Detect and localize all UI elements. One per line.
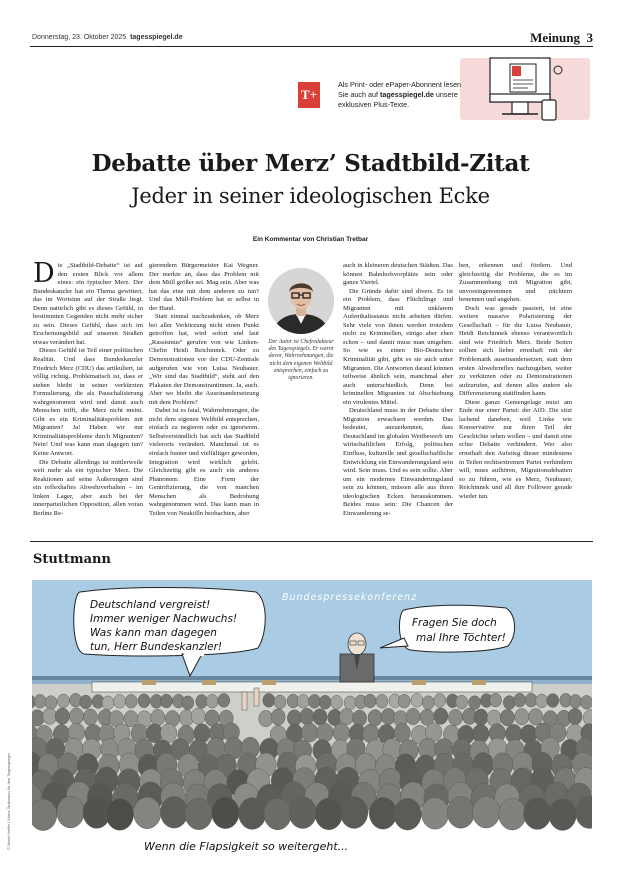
bubble-right-line-2: mal Ihre Töchter! [416,632,506,644]
bubble-left-line-2: Immer weniger Nachwuchs! [90,613,238,625]
crowd-head [411,693,423,707]
crowd-head [319,695,331,709]
crowd-head [206,694,218,708]
crowd-head [106,799,133,831]
crowd-head [536,694,548,708]
crowd-head [398,694,410,708]
crowd-head [525,693,537,707]
bubble-left-line-3: Was kann man dagegen [90,627,217,639]
crowd-head [45,696,57,710]
promo-text: Als Print- oder ePaper-Abonnent lesen Sie auch auf tagesspiegel.de unsere exklusiven Plus-Texte. [338,80,462,109]
crowd-head [124,711,138,727]
cartoon-caption: Wenn die Flapsigkeit so weitergeht... [144,840,349,853]
crowd-head [448,709,462,725]
crowd-head [469,696,481,710]
crowd-head [514,693,526,707]
crowd-head [271,709,285,725]
crowd-head [102,696,114,710]
crowd-head [394,724,410,743]
section-title: Meinung 3 [530,30,593,45]
crowd-head [239,798,266,830]
cartoon-divider [30,541,593,542]
crowd-head [333,723,349,742]
crowd-head [315,798,342,830]
author-portrait [268,268,334,334]
tplus-logo: T+ [298,82,320,108]
cartoon-credit: © Mario Hoffer / Klaus Stuttmann für den Tagesspiegel [6,753,11,850]
crowd-head [581,695,592,709]
crowd-head [364,694,376,708]
crowd-head [339,708,353,724]
cartoon-illustration [32,580,592,864]
crowd-head [421,798,448,830]
crowd-head [289,797,316,829]
crowd-head [422,696,434,710]
raised-hand [254,688,259,706]
crowd-head [503,696,515,710]
crowd-head [473,796,500,828]
crowd-head [313,709,327,725]
crowd-head [434,694,446,708]
author-caption: Der Autor ist Chefredakteur des Tagesspiegels. Er warnt davor, Wahrnehmungen, die nicht dem eigenen Weltbild entsprechen, einfach zu ignorieren. [268,339,334,382]
crowd-head [191,708,205,724]
crowd-head [43,708,57,724]
author-photo-icon [268,268,334,334]
crowd-head [474,709,488,725]
crowd-head [406,708,420,724]
crowd-head [394,798,421,830]
crowd-head [274,695,286,709]
crowd-head [515,709,529,725]
crowd-head [83,709,97,725]
article-title: Debatte über Merz’ Stadtbild-Zitat [91,150,530,177]
article-subtitle: Jeder in seiner ideologischen Ecke [131,184,490,208]
crowd-head [499,798,526,830]
crowd-head [529,709,543,725]
crowd-head [212,797,239,829]
crowd-head [218,694,230,708]
article-byline: Ein Kommentar von Christian Tretbar [252,236,369,243]
promo-link[interactable]: tagesspiegel.de [379,90,434,99]
crowd-head [500,709,514,725]
crowd-head [317,723,333,742]
crowd-head [57,796,84,828]
crowd-head [524,798,551,830]
crowd-head [308,694,320,708]
crowd-head [549,799,576,831]
cartoon-section-title: Stuttmann [33,552,111,567]
site-name: tagesspiegel.de [130,34,183,41]
crowd-head [287,710,301,726]
crowd-head [196,695,208,709]
crowd-head [57,694,69,708]
desktop-illustration-icon [482,54,574,126]
crowd-head [302,723,318,742]
crowd-head [434,708,448,724]
crowd-head [490,693,502,707]
drop-cap: D [33,258,55,289]
crowd-head [344,696,356,710]
crowd-head [368,710,382,726]
article-column-3: auch in kleineren deutschen Städten. Das können Bahnhofsvorplätze sein oder ganze Viertel. Die Gründe dafür sind divers. Es ist ein Problem, dass Flüchtlinge und Migranten mit unklarem Aufenthaltsstatus nicht arbeiten dürfen. Sehr viele von ihnen werden trotzdem nicht zu Kriminellen, einige aber eben schon – und damit muss man umgehen. So wie es einen Bio-Deutschen Kriminalität gibt, gibt es sie auch unter Migranten. Die Antworten darauf können teilweise ähnlich sein, manchmal aber auch unterschiedlich. Denn bei kriminellen Migranten ist Abschiebung ein virulentes Mittel. Deutschland muss in der Debatte über Migration erwachsen werden. Das bedeutet, anzuerkennen, dass Deutschland im globalen Wettbewerb um wirtschaftlichen Erfolg, politischen Einfluss, kulturelle und gesellschaftliche Entwicklung ein Einwanderungsland sein wird. Sein muss. Und es sein sollte. Aber um ein modernes Einwanderungsland sein zu können, müssen alle aus ihren ideologischen Ecken herauskommen. Beides muss sein: Die Chancen der Einwanderung se- [343,262,453,517]
crowd-head [447,797,474,829]
page-number: 3 [586,30,593,45]
crowd-head [381,708,395,724]
crowd-head [80,695,92,709]
crowd-head [69,708,83,724]
crowd-head [32,799,57,831]
issue-date: Donnerstag, 23. Oktober 2025 tagesspiegel.de [32,34,183,41]
crowd-head [568,708,582,724]
crowd-head [185,798,212,830]
crowd-head [114,694,126,708]
crowd-head [264,798,291,830]
crowd-head [134,797,161,829]
header-divider [30,46,593,47]
crowd-head [547,694,559,708]
article-column-2: gierendem Bürgermeister Kai Wegner. Der merkte an, dass das Problem mit dem Müll größer sei. Mag sein. Aber was hat das eine mit dem anderen zu tun? Und das Müll-Problem hat er selbst in der Hand. Statt einmal nachzudenken, ob Merz bei aller Verkürzung nicht einen Punkt getroffen hat, wird sofort und laut „Rassismus“ gerufen von wie Linken-Chefin Heidi Reichinnek. Oder zu Demonstrationen vor der CDU-Zentrale aufgerufen wie von Luisa Neubauer. „Wir sind das Stadtbild“, steht auf den Plakaten der Demonstrantinnen. Ja, auch. Aber wo bleibt die Auseinandersetzung mit dem Problem? Dabei ist es fatal, Wahrnehmungen, die nicht dem eigenen Weltbild entsprechen, einfach zu negieren oder zu ignorieren. Selbstverständlich hat sich das Stadtbild vielerorts verändert. Manchmal ist es einfach bunter und vielfältiger geworden, Integration wird wirklich gelebt. Gleichzeitig gibt es auch ein anderes Phänomen: Eine Form der Gentrifizierung, die von manchen Menschen als Bedrohung wahrgenommen wird. Das kann man in Teilen von Neukölln beobachten, aber [149,262,259,517]
crowd-head [300,708,314,724]
bubble-left-line-1: Deutschland vergreist! [90,599,211,611]
crowd-head [160,797,187,829]
raised-hand [242,692,247,710]
crowd-head [182,696,194,710]
crowd-head [353,710,367,726]
article-column-4: hen, erkennen und fördern. Und gleichzeitig die Probleme, die es im Zusammenhang mit Migration gibt, unvoreingenommen und nüchtern benennen und angehen. Doch was gerade passiert, ist eine weitere massive Polarisierung der Gesellschaft – für die Luisa Neubauer, Heidi Reichinnek ebenso verantwortlich sind wie Friedrich Merz. Beide Seiten sollten sich lieber ernsthaft mit der Problematik auseinandersetzen, statt dem ersten Abwehrreflex nachzugeben, weiter zu verkürzen oder zu Demonstrationen aufzurufen, auf denen alles andere als Differenzierung stattfinden kann. Diese ganze Gemengelage nutzt am Ende nur einer Partei: der AfD. Die sitzt lachend daneben, weil Linke wie Konservative nur ihren Teil der Geschichte sehen wollen – und damit eine echte Debatte verhindern. Wer also ernsthaft den Aufstieg dieser mindestens in Teilen rechtsextremen Partei verhindern will, muss aufhören, Migrationsdebatten so zu führen, wie es Merz, Neubauer, Reichinnek und all ihre Follower gerade wieder tun. [459,262,572,500]
crowd-head [570,695,582,709]
crowd-head [297,694,309,708]
article-column-1: Die „Stadtbild-Debatte“ ist auf den ersten Blick vor allem eines: ein typischer Merz. Der Bundeskanzler hat ein Thema gewittert, das im Wortsinn auf der Straße liegt. Denn natürlich gibt es dieses Gefühl, in bestimmten Gegenden nicht mehr sicher zu sein. Dieses Gefühl, dass sich im Erscheinungsbild auf unseren Straßen etwas verändert hat. Dieses Gefühl ist Teil einer politischen Realität. Und dass Bundeskanzler Friedrich Merz (CDU) das artikuliert, ist völlig richtig. Problematisch ist, dass er stehen bleibt in seiner verkürzten Formulierung, die als Pauschalisierung wahrgenommen wird und damit auch Menschen trifft, die Merz nicht meint. Gibt es ein Kriminalitätsproblem mit Migranten? Ja! Haben wir nur Kriminalitätsprobleme durch Migranten? Nein! Und was kann man dagegen tun? Keine Antwort. Die Debatte allerdings ist mittlerweile weit mehr als ein typischer Merz. Die Reaktionen auf seine Äußerungen sind ein reflexhaftes Abwehrverhalten – im linken Lager, aber auch bei der innerparteilichen Opposition, allen voran Berlins Re- [33,258,143,517]
crowd-head [369,798,396,830]
crowd-head [125,694,137,708]
crowd-head [55,708,69,724]
cartoon-banner: Bundespressekonferenz [282,592,418,603]
crowd-head [456,695,468,709]
crowd-head [34,694,46,708]
bubble-right-line-1: Fragen Sie doch [412,617,497,629]
bubble-left-line-4: tun, Herr Bundeskanzler! [90,641,223,653]
crowd-head [160,694,172,708]
crowd-head [331,695,343,709]
crowd-head [151,709,165,725]
crowd-head [263,693,275,707]
author-box [265,268,337,382]
crowd-head [259,710,273,726]
plus-promo[interactable] [292,52,594,130]
crowd-head [138,694,150,708]
crowd-head [376,694,388,708]
crowd-head [340,797,367,829]
